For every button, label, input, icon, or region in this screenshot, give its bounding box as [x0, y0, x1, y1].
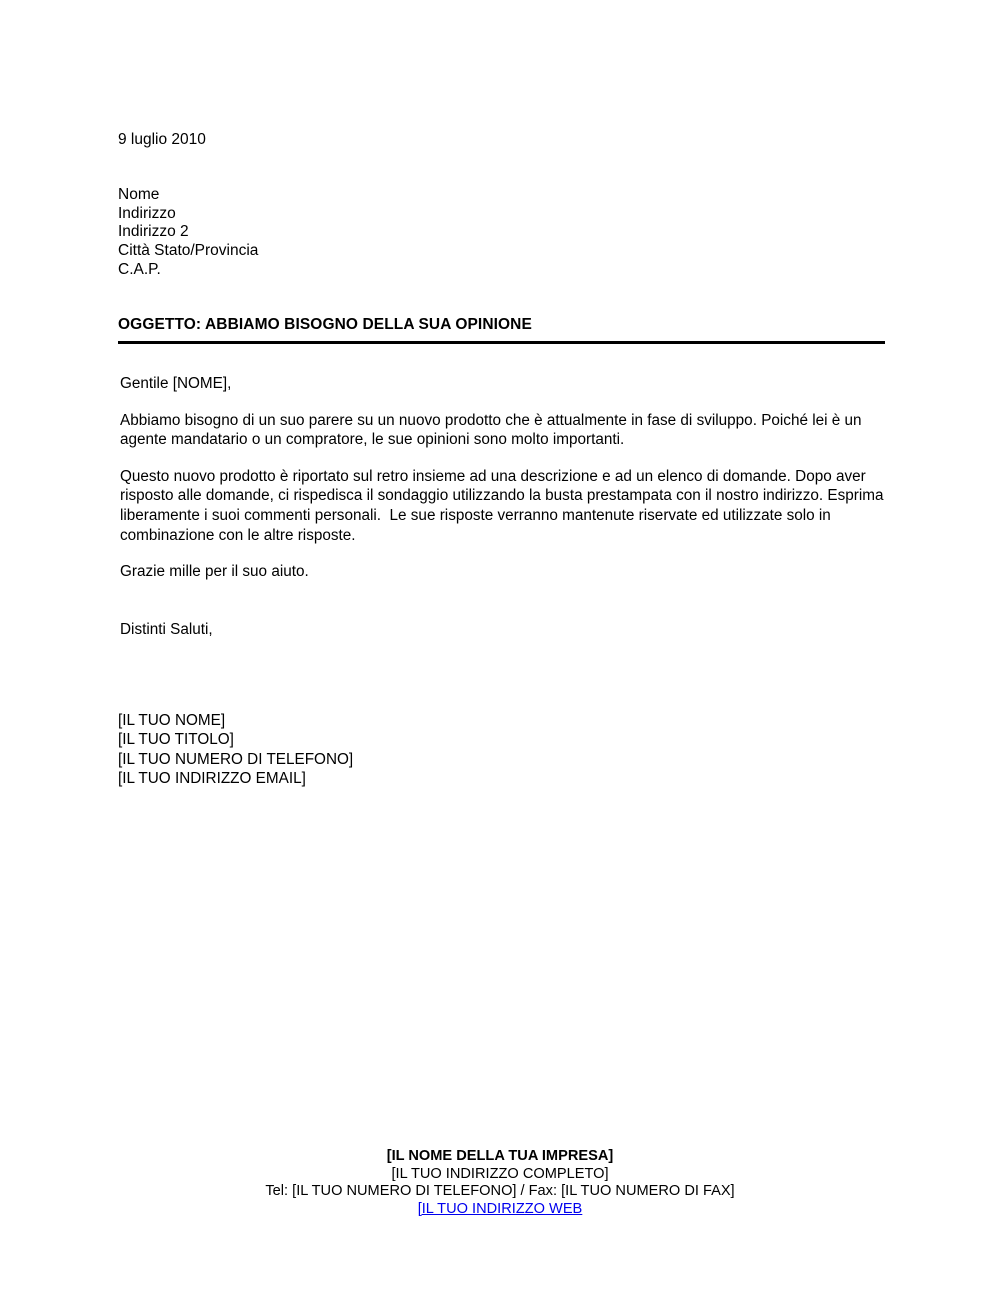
letter-body: [120, 374, 888, 582]
body-paragraph-2: Questo nuovo prodotto è riportato sul retro insieme ad una descrizione e ad un elenco di domande. Dopo aver risposto alle domande, ci rispedisca il sondaggio utilizzando la busta prestampata con il nostro indirizzo. Esprima liberamente i suoi commenti personali. Le sue risposte verranno mantenute riservate ed utilizzate solo in combinazione con le altre risposte.: [120, 467, 888, 544]
thanks-paragraph: Grazie mille per il suo aiuto.: [120, 563, 309, 581]
address-line-city: Città Stato/Provincia: [118, 242, 259, 260]
horizontal-rule: [118, 341, 885, 344]
signature-phone: [IL TUO NUMERO DI TELEFONO]: [118, 750, 354, 768]
footer-web-line: [0, 1201, 1000, 1219]
signature-name: [IL TUO NOME]: [118, 712, 226, 729]
salutation: Gentile [NOME],: [120, 375, 232, 392]
page-footer: [0, 1148, 1000, 1218]
address-line-street-2: Indirizzo 2: [118, 223, 189, 241]
signature-title: [IL TUO TITOLO]: [118, 731, 234, 749]
address-line-street: Indirizzo: [118, 204, 176, 222]
footer-company-name: [IL NOME DELLA TUA IMPRESA]: [386, 1148, 614, 1164]
footer-contact: Tel: [IL TUO NUMERO DI TELEFONO] / Fax: [IL TUO NUMERO DI FAX]: [265, 1183, 735, 1200]
body-paragraph-1: Abbiamo bisogno di un suo parere su un nuovo prodotto che è attualmente in fase di sviluppo. Poiché lei è un agente mandatario o un compratore, le sue opinioni sono molto importanti.: [120, 411, 866, 449]
footer-web-link[interactable]: [IL TUO INDIRIZZO WEB: [417, 1200, 583, 1217]
signature-email: [IL TUO INDIRIZZO EMAIL]: [118, 769, 306, 787]
letter-date: 9 luglio 2010: [118, 131, 206, 148]
address-line-postcode: C.A.P.: [118, 260, 161, 278]
signature-block: [118, 711, 353, 788]
address-line-name: Nome: [118, 186, 160, 203]
closing-salutation: Distinti Saluti,: [120, 621, 213, 638]
footer-address: [IL TUO INDIRIZZO COMPLETO]: [391, 1165, 609, 1182]
subject-line: OGGETTO: ABBIAMO BISOGNO DELLA SUA OPINIONE: [118, 316, 532, 333]
recipient-address-block: [118, 186, 258, 280]
